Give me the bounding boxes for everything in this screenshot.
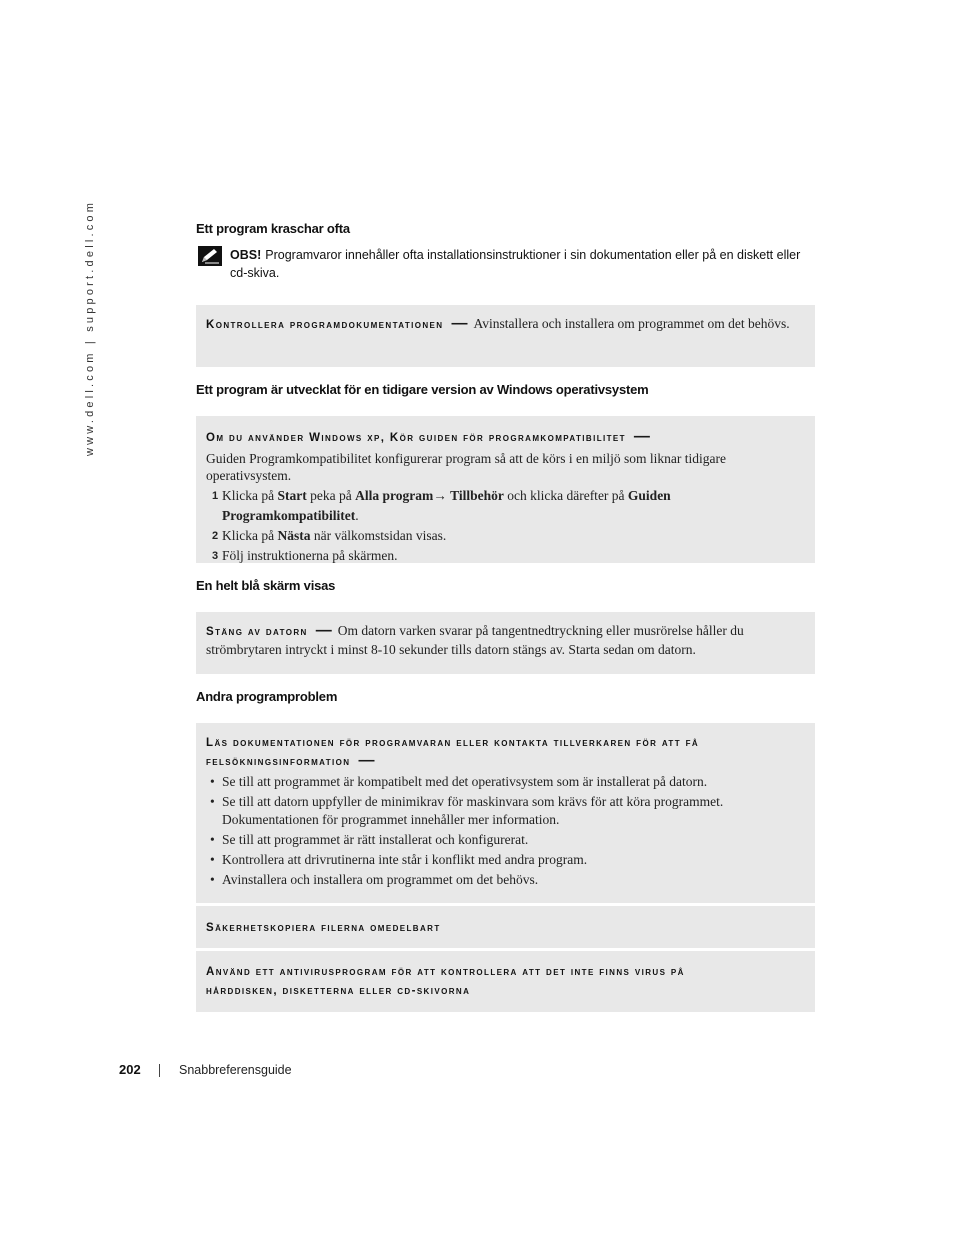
- bullet-item: • Avinstallera och installera om programmet om det behövs.: [206, 871, 805, 889]
- footer-title: Snabbreferensguide: [179, 1063, 292, 1077]
- box-intro-text: Guiden Programkompatibilitet konfigurerar program så att de körs i en miljö som liknar tidigare operativsystem.: [206, 451, 727, 483]
- box-title: Kontrollera programdokumentationen: [206, 319, 444, 331]
- bullet-list: [206, 773, 805, 889]
- bullet-item: • Se till att programmet är rätt installerat och konfigurerat.: [206, 831, 805, 849]
- note-label: OBS!: [230, 248, 262, 262]
- section-heading-blue-screen: En helt blå skärm visas: [196, 578, 336, 593]
- step-item: 2 Klicka på Nästa när välkomstsidan visas.: [212, 528, 447, 543]
- title-dash: —: [358, 752, 375, 769]
- note-pencil-icon: [198, 246, 222, 266]
- box-turn-off-computer: [196, 612, 815, 674]
- box-title: Läs dokumentationen för programvaran eller kontakta tillverkaren för att få felsökningsinformation: [206, 737, 700, 768]
- bullet-item: • Kontrollera att drivrutinerna inte står i konflikt med andra program.: [206, 851, 805, 869]
- note-text: Programvaror innehåller ofta installationsinstruktioner i sin dokumentation eller på en diskett eller cd-skiva.: [230, 248, 801, 280]
- title-dash: —: [315, 622, 332, 639]
- box-antivirus: [196, 951, 815, 1012]
- title-dash: —: [633, 428, 650, 445]
- title-dash: —: [451, 315, 468, 332]
- box-title: Använd ett antivirusprogram för att kontrollera att det inte finns virus på hårddisken, disketterna eller cd-skivorna: [206, 966, 685, 997]
- box-title: Om du använder Windows xp, Kör guiden för programkompatibilitet: [206, 432, 626, 444]
- box-title: Stäng av datorn: [206, 626, 308, 638]
- section-heading-other-problems: Andra programproblem: [196, 689, 338, 704]
- step-item: 1 Klicka på Start peka på Alla program→ Tillbehör och klicka därefter på Guiden Programkompatibilitet.: [212, 488, 671, 523]
- page-number: 202: [119, 1062, 141, 1077]
- bullet-item: • Se till att datorn uppfyller de minimikrav för maskinvara som krävs för att köra programmet. Dokumentationen för programmet innehåller mer information.: [206, 793, 805, 829]
- section-heading-crash: Ett program kraschar ofta: [196, 221, 350, 236]
- sidebar-url: www.dell.com | support.dell.com: [84, 199, 96, 456]
- box-compatibility-wizard: [196, 416, 815, 563]
- box-check-documentation: [196, 305, 815, 367]
- box-title: Säkerhetskopiera filerna omedelbart: [206, 922, 441, 934]
- section-heading-older-windows: Ett program är utvecklat för en tidigare version av Windows operativsystem: [196, 382, 649, 397]
- footer-separator: [159, 1064, 160, 1077]
- box-backup-files: [196, 906, 815, 948]
- box-text: Avinstallera och installera om programmet om det behövs.: [473, 316, 790, 331]
- step-item: 3 Följ instruktionerna på skärmen.: [212, 548, 398, 563]
- steps-list: [206, 486, 805, 566]
- box-text: Om datorn varken svarar på tangentnedtryckning eller musrörelse håller du strömbrytaren intryckt i minst 8-10 sekunder tills datorn stängs av. Starta sedan om datorn.: [206, 623, 744, 657]
- box-read-documentation: [196, 723, 815, 903]
- bullet-item: • Se till att programmet är kompatibelt med det operativsystem som är installerat på datorn.: [206, 773, 805, 791]
